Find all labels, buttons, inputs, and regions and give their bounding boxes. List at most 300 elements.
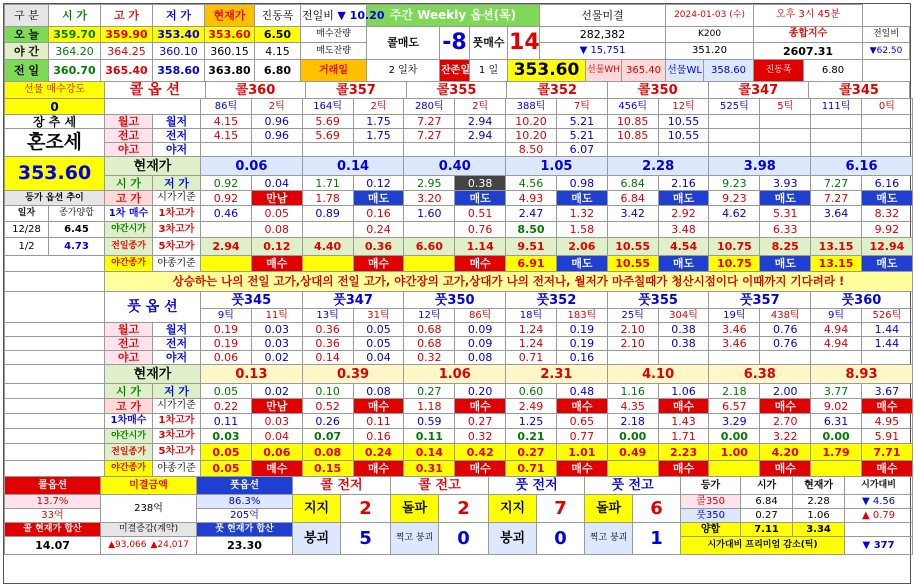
put-tick-2: 526틱: [861, 309, 912, 323]
option-value: 1.14: [455, 238, 506, 256]
option-value: 3.42: [607, 206, 658, 222]
oi-change-header: 미결증감(계약): [101, 523, 197, 537]
call-prev-high-header: 콜 전고: [391, 477, 489, 495]
option-value: 0.24: [353, 222, 404, 238]
option-value: 매수: [861, 461, 912, 477]
option-value: 매수: [353, 461, 404, 477]
call-tick-1: 525틱: [709, 99, 760, 115]
call-current-value: 6.16: [811, 157, 913, 176]
option-value: 2.10: [607, 337, 658, 351]
prev-ratio-value: ▼62.50: [863, 43, 910, 60]
call-col-name-4: 콜350: [607, 82, 708, 99]
option-value: [607, 143, 658, 157]
header-high: 고 가: [101, 5, 153, 27]
option-value: 9.02: [811, 399, 862, 414]
put-buy-value: 14: [508, 26, 540, 60]
option-value: 0.05: [201, 384, 252, 399]
put-current-value: 0.39: [302, 365, 404, 384]
row-label-b: 야종기준: [153, 461, 201, 477]
both-label: 양합: [681, 523, 741, 537]
option-value: 2.70: [760, 414, 811, 429]
trend-value: 4.73: [49, 238, 105, 256]
option-value: 6.84: [607, 191, 658, 206]
row-label-b: 월저: [153, 115, 201, 129]
option-value: 0.96: [251, 115, 302, 129]
call-option-label: 콜옵션: [5, 477, 101, 495]
call-current-value: 1.05: [506, 157, 608, 176]
option-value: 9.92: [861, 222, 912, 238]
call-table: [4, 81, 910, 99]
option-value: 0.00: [607, 429, 658, 444]
option-value: 2.16: [658, 176, 709, 191]
option-value: [709, 143, 760, 157]
option-value: 1.79: [811, 444, 862, 461]
left-empty: [5, 323, 105, 337]
option-value: 0.00: [709, 429, 760, 444]
option-value: 0.27: [404, 384, 455, 399]
option-value: 매수: [455, 461, 506, 477]
option-value: [811, 115, 862, 129]
row-label-b: 1차고가: [153, 206, 201, 222]
option-value: 5.69: [302, 129, 353, 143]
left-empty: [5, 384, 105, 399]
call-tick-2: 2틱: [353, 99, 404, 115]
call-col-name-2: 콜355: [406, 82, 507, 99]
option-value: 0.03: [251, 323, 302, 337]
today-label: 오 늘: [5, 26, 49, 43]
strategy-message: 상승하는 나의 전일 고가,상대의 전일 고가, 야간장의 고가,상대가 나의 전저나, 월저가 마주칠때가 청산시점이다 이때까지 기다려라 !: [105, 272, 913, 292]
put-tick-2: 438틱: [760, 309, 811, 323]
call-tick-2: 12틱: [658, 99, 709, 115]
header-division: 구 분: [5, 5, 49, 27]
option-value: 2.49: [506, 399, 557, 414]
today-high: 359.90: [101, 26, 153, 43]
option-value: 0.36: [302, 337, 353, 351]
option-value: [760, 143, 811, 157]
option-value: 8.25: [760, 238, 811, 256]
option-value: 8.32: [861, 206, 912, 222]
option-value: 0.60: [506, 384, 557, 399]
eq-put-name: 풋350: [681, 509, 741, 523]
eq-put-diff: ▲ 0.79: [845, 509, 913, 523]
option-value: 10.55: [658, 115, 709, 129]
put-tick-1: 12틱: [404, 309, 455, 323]
option-value: 4.94: [811, 337, 862, 351]
oi-change-put: ▲24,017: [150, 540, 189, 550]
call-sum-value: 14.07: [5, 537, 101, 555]
put-amount: 205억: [197, 509, 293, 523]
option-value: 10.85: [607, 129, 658, 143]
premium-label: 시가대비 프리미엄 감소(틱): [681, 537, 845, 555]
row-label-b: 시가기준: [153, 399, 201, 414]
call-breakout-value: 2: [439, 495, 489, 523]
option-value: 7.27: [404, 129, 455, 143]
option-value: 0.77: [556, 429, 607, 444]
weekly-title: 주간 Weekly 옵션(목): [367, 5, 540, 27]
prev-day-label: 전 일: [5, 60, 49, 82]
option-value: 0.03: [251, 414, 302, 429]
row-label-b: 3차고가: [153, 222, 201, 238]
option-value: 0.12: [353, 176, 404, 191]
option-value: [811, 461, 862, 477]
option-value: 매수: [760, 399, 811, 414]
option-value: 4.95: [861, 414, 912, 429]
option-value: 2.92: [658, 206, 709, 222]
night-high: 364.25: [101, 43, 153, 60]
put-tick-1: 9틱: [811, 309, 862, 323]
call-sell-value: -8: [440, 26, 470, 60]
option-value: 0.38: [455, 176, 506, 191]
call-percent: 13.7%: [5, 495, 101, 509]
option-value: 3.29: [709, 414, 760, 429]
both-open: 7.11: [741, 523, 793, 537]
option-value: 0.06: [251, 444, 302, 461]
put-breakout-value: 6: [633, 495, 681, 523]
date-display: 2024-01-03 (수): [666, 5, 754, 27]
eq-call-open: 6.84: [741, 495, 793, 509]
option-value: 0.02: [251, 384, 302, 399]
option-value: 매수: [658, 399, 709, 414]
option-value: 0.46: [201, 206, 252, 222]
option-value: 0.08: [251, 222, 302, 238]
left-empty: [5, 429, 105, 444]
row-label-b: 야종기준: [153, 256, 201, 272]
option-value: 3.20: [404, 191, 455, 206]
option-value: 0.16: [556, 351, 607, 365]
option-value: 0.08: [455, 351, 506, 365]
sell-remain: 매도잔량: [301, 43, 367, 60]
option-value: 1.44: [861, 337, 912, 351]
option-value: [404, 143, 455, 157]
option-value: 0.19: [556, 323, 607, 337]
option-value: 6.31: [811, 414, 862, 429]
call-col-name-6: 콜345: [809, 82, 910, 99]
put-col-name: 풋347: [302, 292, 404, 309]
option-value: 0.04: [353, 351, 404, 365]
option-value: [353, 143, 404, 157]
row-label-b: 저 가: [153, 176, 201, 191]
option-value: 0.27: [506, 444, 557, 461]
header-current: 현재가: [205, 5, 255, 27]
call-tick-2: 0틱: [861, 99, 912, 115]
call-tick-1: 280틱: [404, 99, 455, 115]
option-value: 6.91: [506, 256, 557, 272]
call-amount: 33억: [5, 509, 101, 523]
option-value: 0.08: [302, 444, 353, 461]
call-tick-1: 164틱: [302, 99, 353, 115]
option-value: 1.24: [506, 323, 557, 337]
option-value: 매도: [861, 256, 912, 272]
option-value: 매도: [760, 256, 811, 272]
put-current-value: 0.13: [201, 365, 303, 384]
trend-date: 1/2: [5, 238, 49, 256]
option-value: 0.04: [251, 176, 302, 191]
option-value: [709, 351, 760, 365]
option-value: 1.16: [607, 384, 658, 399]
option-value: 0.38: [658, 337, 709, 351]
option-value: 0.92: [201, 176, 252, 191]
option-value: [455, 143, 506, 157]
call-current-value: 0.14: [302, 157, 404, 176]
option-value: 0.03: [251, 337, 302, 351]
header-low: 저 가: [153, 5, 205, 27]
option-value: [302, 256, 353, 272]
call-tick-1: 86틱: [201, 99, 252, 115]
put-breakout-label: 돌파: [585, 495, 633, 523]
option-value: 매수: [251, 461, 302, 477]
option-value: 0.26: [302, 414, 353, 429]
trade-day-label: 거래일: [301, 60, 367, 82]
put-prev-high-header: 풋 전고: [585, 477, 681, 495]
option-value: 0.96: [251, 129, 302, 143]
trend-date: 12/28: [5, 222, 49, 238]
option-value: 5.21: [556, 115, 607, 129]
put-tick-2: 11틱: [251, 309, 302, 323]
option-value: 10.75: [709, 256, 760, 272]
option-value: 4.35: [607, 399, 658, 414]
put-tick-2: 183틱: [556, 309, 607, 323]
option-value: 10.85: [607, 115, 658, 129]
premium-value: ▼ 377: [845, 537, 913, 555]
option-value: [607, 461, 658, 477]
row-label-b: 월저: [153, 323, 201, 337]
option-value: 매도: [861, 191, 912, 206]
option-value: [709, 115, 760, 129]
option-value: 0.38: [658, 323, 709, 337]
option-value: 1.60: [404, 206, 455, 222]
option-value: 5.69: [302, 115, 353, 129]
put-buy-label: 풋매수: [470, 26, 508, 60]
option-value: 0.89: [302, 206, 353, 222]
option-value: 0.09: [455, 337, 506, 351]
left-empty: [5, 461, 105, 477]
option-value: 0.14: [302, 351, 353, 365]
option-value: 1.06: [658, 384, 709, 399]
option-value: 1.78: [302, 191, 353, 206]
option-board: [3, 3, 911, 584]
option-value: 3.46: [709, 323, 760, 337]
option-value: 1.00: [709, 444, 760, 461]
option-value: [201, 143, 252, 157]
futures-wh-value: 365.40: [622, 60, 666, 82]
eq-header: 등가: [681, 477, 741, 495]
call-current-value: 3.98: [709, 157, 811, 176]
call-prev-low-header: 콜 전저: [293, 477, 391, 495]
option-value: [760, 129, 811, 143]
option-value: 0.76: [455, 222, 506, 238]
put-current-value: 2.31: [506, 365, 608, 384]
option-value: 0.11: [353, 414, 404, 429]
trend-label: 장 추 세: [5, 115, 105, 129]
call-tick-2: 2틱: [251, 99, 302, 115]
futures-buy-strength-value: 0: [5, 99, 105, 115]
row-label-a: 월고: [105, 323, 153, 337]
option-value: 0.00: [811, 429, 862, 444]
option-value: 7.27: [811, 176, 862, 191]
option-value: 0.48: [556, 384, 607, 399]
option-value: 매도: [760, 191, 811, 206]
option-value: [302, 143, 353, 157]
call-spacer: [105, 99, 201, 115]
option-value: 0.05: [251, 206, 302, 222]
open-header: 시가: [741, 477, 793, 495]
night-current: 360.15: [205, 43, 255, 60]
oi-amount-label: 미결금액: [101, 477, 197, 495]
option-value: 만남: [251, 399, 302, 414]
option-value: 0.36: [353, 238, 404, 256]
option-value: 0.16: [353, 429, 404, 444]
night-low: 360.10: [153, 43, 205, 60]
option-value: 9.51: [506, 238, 557, 256]
option-value: 매수: [556, 399, 607, 414]
option-value: 0.32: [404, 351, 455, 365]
row-label-a: 전고: [105, 129, 153, 143]
prev-current: 363.80: [205, 60, 255, 82]
option-value: 매도: [455, 191, 506, 206]
left-empty: [5, 399, 105, 414]
option-value: 3.46: [709, 337, 760, 351]
option-value: 매도: [658, 191, 709, 206]
option-value: 0.68: [404, 323, 455, 337]
option-value: 2.18: [709, 384, 760, 399]
put-current-value: 1.06: [404, 365, 506, 384]
option-value: 0.71: [506, 461, 557, 477]
today-range: 6.50: [255, 26, 301, 43]
row-label-a: 전일종가: [105, 238, 153, 256]
put-collapse-value: 0: [537, 523, 585, 555]
put-left-empty: [5, 292, 105, 323]
trend-table-header: 등가 옵션 추이: [5, 191, 105, 206]
row-label-a: 고 가: [105, 191, 153, 206]
put-collapse-label: 붕괴: [489, 523, 537, 555]
option-value: [709, 461, 760, 477]
option-value: 매수: [760, 461, 811, 477]
option-value: 0.06: [201, 351, 252, 365]
futures-wl-label: 선물WL: [666, 60, 704, 82]
option-value: 6.33: [760, 222, 811, 238]
option-value: 0.76: [760, 337, 811, 351]
kospi-value: 2607.31: [754, 43, 863, 60]
option-value: 0.19: [201, 323, 252, 337]
option-value: 7.27: [811, 191, 862, 206]
option-value: 0.68: [404, 337, 455, 351]
remain-value: 1 일: [470, 60, 508, 82]
option-value: 매도: [658, 256, 709, 272]
option-value: 0.21: [506, 429, 557, 444]
put-tick-2: 86틱: [455, 309, 506, 323]
put-tick-1: 19틱: [709, 309, 760, 323]
option-value: 0.32: [455, 429, 506, 444]
header-range: 진동폭: [255, 5, 301, 27]
put-col-name: 풋350: [404, 292, 506, 309]
call-col-name-3: 콜352: [507, 82, 608, 99]
row-label-b: 전저: [153, 129, 201, 143]
option-value: 0.31: [404, 461, 455, 477]
futures-buy-strength-label: 선물 매수강도: [5, 82, 105, 99]
option-value: 매수: [455, 399, 506, 414]
option-value: 1.58: [556, 222, 607, 238]
option-value: 0.98: [556, 176, 607, 191]
put-tick-2: 304틱: [658, 309, 709, 323]
option-value: 2.94: [201, 238, 252, 256]
option-value: [811, 351, 862, 365]
option-value: 13.15: [811, 256, 862, 272]
option-value: 0.20: [455, 384, 506, 399]
option-value: 6.84: [607, 176, 658, 191]
option-value: 12.94: [861, 238, 912, 256]
today-low: 353.40: [153, 26, 205, 43]
option-value: 4.54: [658, 238, 709, 256]
put-sum-label: 풋 현재가 합산: [197, 523, 293, 537]
put-current-value: 6.38: [709, 365, 811, 384]
prev-low: 358.60: [153, 60, 205, 82]
option-value: 1.44: [861, 323, 912, 337]
option-value: 4.15: [201, 115, 252, 129]
option-value: 0.10: [302, 384, 353, 399]
row-label-a: 야간시가: [105, 222, 153, 238]
option-value: 7.27: [404, 115, 455, 129]
left-empty: [5, 365, 105, 384]
option-value: 4.15: [201, 129, 252, 143]
call-current-value: 0.06: [201, 157, 303, 176]
option-value: 8.50: [506, 143, 557, 157]
call-touch-label: 찍고 붕괴: [391, 523, 439, 555]
option-value: 0.76: [760, 323, 811, 337]
option-value: [658, 351, 709, 365]
left-empty: [5, 444, 105, 461]
main-grid: [4, 98, 910, 555]
put-col-name: 풋360: [811, 292, 913, 309]
option-value: [760, 115, 811, 129]
both-current: 3.34: [793, 523, 845, 537]
option-value: 2.47: [506, 206, 557, 222]
call-breakout-label: 돌파: [391, 495, 439, 523]
option-value: 1.25: [506, 414, 557, 429]
header-prev-ratio: 전일비 ▼ 10.20: [301, 5, 367, 27]
call-support-value: 2: [341, 495, 391, 523]
option-grid: [4, 98, 913, 477]
option-value: 0.19: [201, 337, 252, 351]
row-label-b: 야저: [153, 351, 201, 365]
put-col-name: 풋352: [506, 292, 608, 309]
call-current-value: 0.40: [404, 157, 506, 176]
today-current: 353.60: [205, 26, 255, 43]
option-value: 10.55: [607, 238, 658, 256]
night-open: 364.20: [49, 43, 101, 60]
buy-remain: 매수잔량: [301, 26, 367, 43]
row-label-b: 시가기준: [153, 191, 201, 206]
message-left: [5, 272, 105, 292]
option-value: 0.51: [455, 206, 506, 222]
put-col-name: 풋355: [607, 292, 709, 309]
option-value: 매수: [658, 461, 709, 477]
close-col-header: 종가양합: [49, 206, 105, 222]
option-value: 0.19: [556, 337, 607, 351]
option-value: 3.77: [811, 384, 862, 399]
option-value: [861, 143, 912, 157]
option-value: [658, 143, 709, 157]
row-label-b: 5차고가: [153, 238, 201, 256]
option-value: [404, 222, 455, 238]
row-label-a: 월고: [105, 115, 153, 129]
futures-wh-label: 선물WH: [586, 60, 622, 82]
option-value: 0.59: [404, 414, 455, 429]
row-label-a: 시 가: [105, 176, 153, 191]
option-value: [607, 351, 658, 365]
option-value: 5.21: [556, 129, 607, 143]
row-label-b: 1차고가: [153, 414, 201, 429]
option-value: 4.94: [811, 323, 862, 337]
